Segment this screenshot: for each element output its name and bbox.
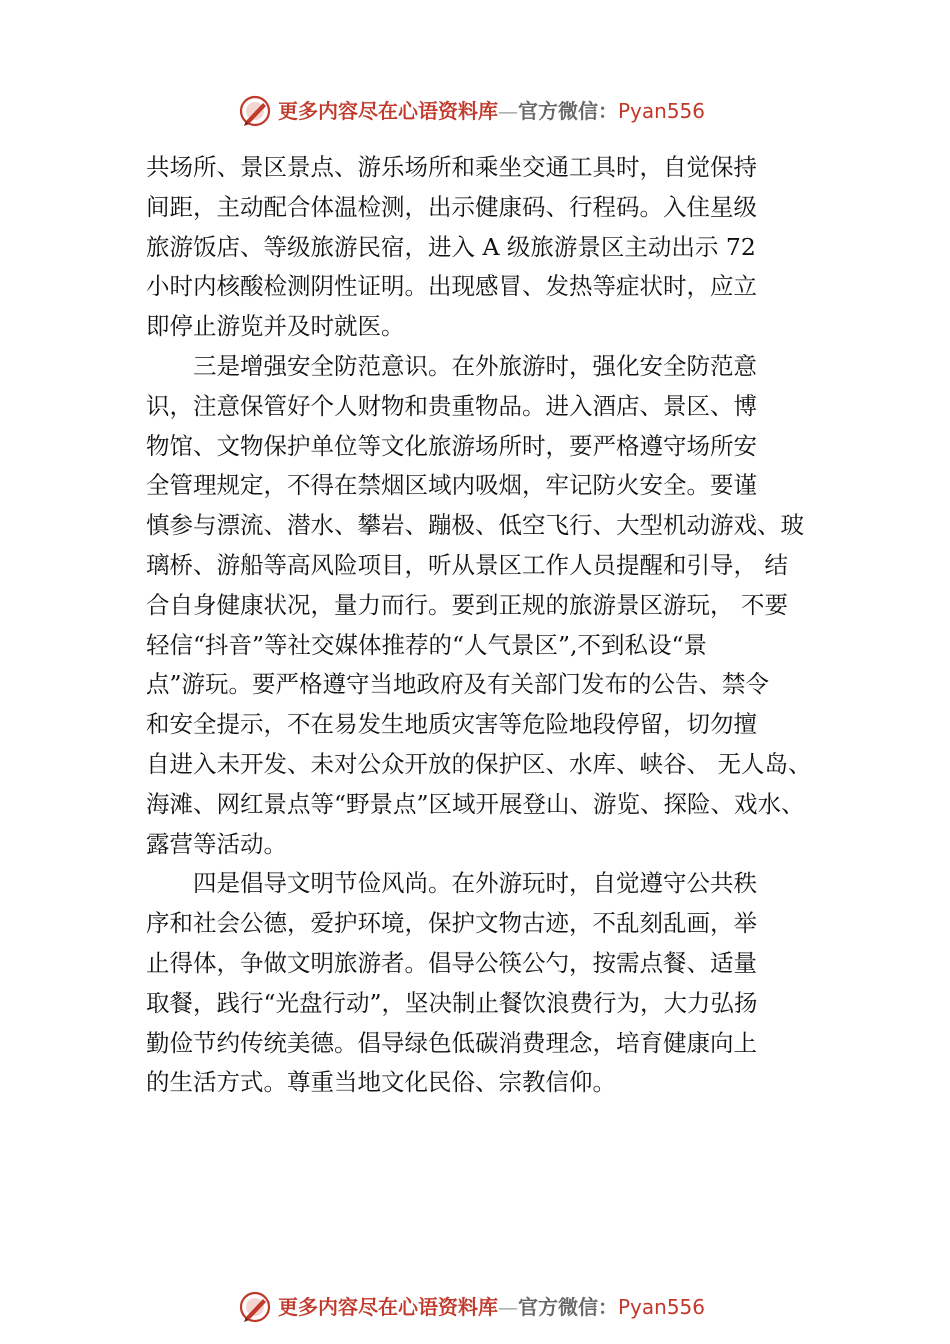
banner-text [278, 1293, 705, 1321]
document-body [146, 148, 846, 1103]
pen-logo-icon [238, 1290, 272, 1324]
banner-wechat-id: Pyan556 [618, 1295, 706, 1319]
banner-dash: — [498, 1295, 518, 1319]
text-line: 点”游玩。要严格遵守当地政府及有关部门发布的公告、禁令 [146, 670, 770, 699]
text-line: 识，注意保管好个人财物和贵重物品。进入酒店、景区、博 [146, 391, 757, 420]
text-line: 海滩、网红景点等“野景点”区域开展登山、游览、探险、戏水、 [146, 789, 805, 818]
header-banner [0, 92, 950, 132]
pen-logo-icon [238, 94, 272, 128]
text-line: 勤俭节约传统美德。倡导绿色低碳消费理念，培育健康向上 [146, 1028, 757, 1057]
text-line: 轻信“抖音”等社交媒体推荐的“人气景区”,不到私设“景 [146, 630, 708, 659]
text-line: 取餐，践行“光盘行动”，坚决制止餐饮浪费行为，大力弘扬 [146, 988, 758, 1017]
text-line: 的生活方式。尊重当地文化民俗、宗教信仰。 [146, 1068, 616, 1097]
text-line: 序和社会公德，爱护环境，保护文物古迹，不乱刻乱画，举 [146, 909, 757, 938]
text-line: 小时内核酸检测阴性证明。出现感冒、发热等症状时，应立 [146, 272, 757, 301]
banner-dash: — [498, 99, 518, 123]
text-line: 自进入未开发、未对公众开放的保护区、水库、峡谷、 无人岛、 [146, 749, 812, 778]
text-line: 慎参与漂流、潜水、攀岩、蹦极、低空飞行、大型机动游戏、玻 [146, 511, 804, 540]
text-line: 即停止游览并及时就医。 [146, 312, 405, 341]
text-line: 止得体，争做文明旅游者。倡导公筷公勺，按需点餐、适量 [146, 948, 757, 977]
text-line: 璃桥、游船等高风险项目，听从景区工作人员提醒和引导， 结 [146, 550, 788, 579]
banner-wechat-label: 官方微信： [518, 1295, 618, 1319]
footer-banner [0, 1288, 950, 1328]
banner-main-text: 更多内容尽在心语资料库 [278, 1295, 498, 1319]
text-line: 三是增强安全防范意识。在外旅游时，强化安全防范意 [146, 351, 757, 380]
text-line: 间距，主动配合体温检测，出示健康码、行程码。入住星级 [146, 192, 757, 221]
banner-wechat-id: Pyan556 [618, 99, 706, 123]
text-line: 共场所、景区景点、游乐场所和乘坐交通工具时，自觉保持 [146, 153, 757, 181]
text-line: 四是倡导文明节俭风尚。在外游玩时，自觉遵守公共秩 [146, 869, 757, 898]
text-line: 物馆、文物保护单位等文化旅游场所时，要严格遵守场所安 [146, 431, 757, 460]
text-line: 全管理规定，不得在禁烟区域内吸烟，牢记防火安全。要谨 [146, 471, 757, 500]
banner-text [278, 97, 705, 125]
banner-wechat-label: 官方微信： [518, 99, 618, 123]
text-line: 合自身健康状况，量力而行。要到正规的旅游景区游玩， 不要 [146, 590, 788, 619]
banner-main-text: 更多内容尽在心语资料库 [278, 99, 498, 123]
text-line: 旅游饭店、等级旅游民宿，进入 A 级旅游景区主动出示 72 [146, 232, 756, 261]
text-line: 露营等活动。 [146, 829, 287, 858]
text-line: 和安全提示，不在易发生地质灾害等危险地段停留，切勿擅 [146, 710, 757, 739]
